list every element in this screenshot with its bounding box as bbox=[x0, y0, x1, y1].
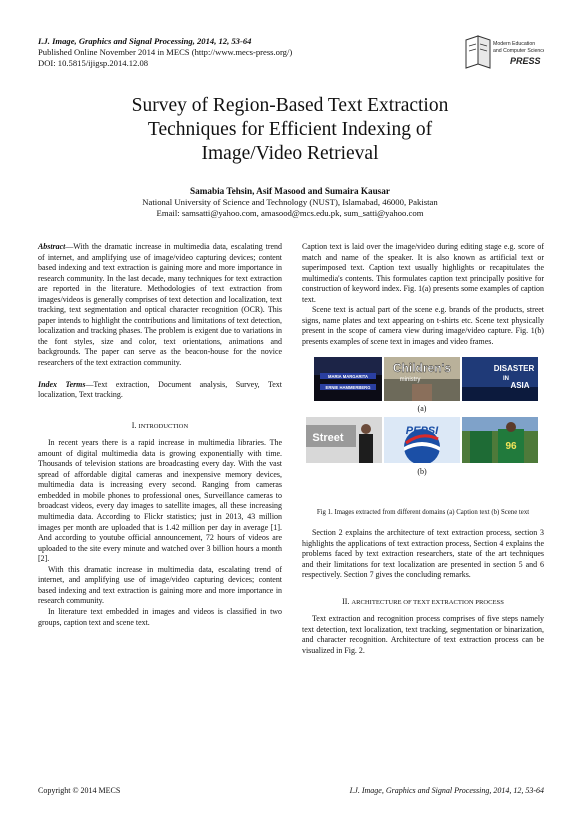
mecs-press-logo bbox=[462, 34, 544, 70]
architecture-paragraph: Text extraction and recognition process comprises of five steps namely text detection, text localization, text tracking, segmentation or binarization, and character recognition. Architecture of text extraction process can be visualized in Fig. 2. bbox=[302, 614, 544, 655]
figure-1b-image-3 bbox=[462, 417, 538, 463]
childrens-text: Children's bbox=[392, 361, 452, 376]
footer-copyright: Copyright © 2014 MECS bbox=[38, 786, 121, 795]
index-terms-text: —Text extraction, Document analysis, Survey, Text localization, Text tracking. bbox=[38, 379, 282, 400]
caption-text-line-1: MARIA MARGARITA bbox=[327, 374, 369, 380]
intro-paragraph-2: With this dramatic increase in multimedia data, escalating trend of internet, and amplifying use of image/video capturing devices; content based indexing and text extraction is gaining more and more importance in research community. bbox=[38, 564, 282, 606]
book-icon bbox=[466, 36, 490, 68]
section-2-title: ARCHITECTURE OF TEXT EXTRACTION PROCESS bbox=[351, 598, 504, 606]
intro-paragraph-3: In literature text embedded in images and videos is classified in two groups, caption text and scene text. bbox=[38, 606, 282, 627]
figure-1-caption: Fig 1. Images extracted from different domains (a) Caption text (b) Scene text bbox=[316, 509, 530, 517]
affiliation: National University of Science and Technology (NUST), Islamabad, 46000, Pakistan bbox=[142, 197, 438, 207]
title-line-3: Image/Video Retrieval bbox=[201, 143, 379, 164]
title-line-1: Survey of Region-Based Text Extraction bbox=[131, 95, 449, 116]
journal-header bbox=[38, 36, 292, 69]
figure-1 bbox=[302, 357, 544, 503]
asia-text: ASIA bbox=[510, 381, 530, 391]
logo-line2: and Computer Science bbox=[493, 48, 544, 54]
section-2-number: II. bbox=[342, 596, 352, 606]
in-text: IN bbox=[503, 376, 509, 383]
figure-1b-image-1 bbox=[306, 417, 382, 463]
doi-line: DOI: 10.5815/ijigsp.2014.12.08 bbox=[38, 58, 149, 68]
abstract-text: —With the dramatic increase in multimedia data, escalating trend of internet, and amplifying use of image/video capturing devices; content based indexing and text extraction is gaining more and more importance in research community. In the last decade, many techniques for text extraction are reported in the literature. Methodologies of text extraction from images/videos is generally comprises of text detection and localization, text tracking, text segmentation and optical character recognition (OCR). This paper intends to highlight the contributions and limitations of text detection, localization and tracking phases. The problem is exigent due to variations in the font styles, size and color, text orientations, animations and backgrounds. The paper can serve as the beacon-house for the novice researchers of the text extraction community. bbox=[38, 242, 282, 368]
index-terms-label: Index Terms bbox=[38, 379, 86, 389]
author-emails: Email: samsatti@yahoo.com, amasood@mcs.edu.pk, sum_satti@yahoo.com bbox=[156, 208, 424, 218]
section-outline-paragraph: Section 2 explains the architecture of text extraction process, section 3 highlights the applications of text extraction process, Section 4 explains the problems faced by text extraction researchers, state of the art techniques and their limitations for text localization are presented in section 5 and 6 respectively. Section 7 gives the concluding remarks. bbox=[302, 528, 544, 580]
index-terms bbox=[38, 380, 282, 401]
left-column bbox=[38, 242, 282, 628]
abstract bbox=[38, 242, 282, 369]
intro-paragraph-1: In recent years there is a rapid increase in multimedia libraries. The amount of digital multimedia data is growing exponentially with time. Thousands of television stations are broadcasting every day. With the vast spread of affordable digital cameras and inexpensive memory devices, multimedia data is increasing every second. Ranging from cameras embedded in mobile phones to professional ones, Surveillance cameras to broadcast videos, every day images to satellite images, all these increasing multimedia data. According to Flickr statistics; just in 2013, 43 million images per month are uploaded that is 1.42 million per day in average [1]. And according to youtube official announcement, 72 hours of videos are uploaded to the site every minute and watched over 3 billion hours a month [2]. bbox=[38, 438, 282, 564]
figure-label-b: (b) bbox=[417, 467, 427, 477]
section-1-title: INTRODUCTION bbox=[138, 422, 189, 430]
caption-text-line-2: ERNIE HAMMERBERG bbox=[325, 385, 371, 391]
logo-brand: PRESS bbox=[510, 56, 541, 66]
journal-line: I.J. Image, Graphics and Signal Processing, 2014, 12, 53-64 bbox=[38, 36, 252, 46]
published-line: Published Online November 2014 in MECS (http://www.mecs-press.org/) bbox=[38, 47, 293, 57]
section-1-heading bbox=[38, 421, 282, 433]
author-block bbox=[40, 186, 540, 219]
scene-text-paragraph: Scene text is actual part of the scene e.g. brands of the products, street signs, name plates and text appearing on t-shirts etc. Scene text physically present in the scope of camera view during image/video capture. Fig. 1(b) presents examples of scene text in images and video frames. bbox=[302, 305, 544, 346]
jersey-number-text: 96 bbox=[505, 441, 517, 453]
figure-1a-image-1 bbox=[314, 357, 382, 401]
figure-1a-image-2 bbox=[384, 357, 460, 401]
paper-title bbox=[60, 94, 520, 166]
footer-journal: I.J. Image, Graphics and Signal Processing, 2014, 12, 53-64 bbox=[349, 786, 544, 795]
logo-line1: Modern Education bbox=[493, 41, 536, 47]
figure-label-a: (a) bbox=[417, 404, 427, 414]
section-1-number: I. bbox=[131, 420, 139, 430]
title-line-2: Techniques for Efficient Indexing of bbox=[147, 119, 433, 140]
caption-text-paragraph: Caption text is laid over the image/video during editing stage e.g. score of match and name of the speaker. It is also known as artificial text or superimposed text. Caption text usually highlights or recapitulates the multimedia's contents. This formulates caption text principally positive for construction of keyword index. Fig. 1(a) presents some examples of caption text. bbox=[302, 242, 544, 304]
street-text: Street bbox=[312, 432, 344, 445]
figure-1a-image-3 bbox=[462, 357, 538, 401]
section-2-heading bbox=[302, 597, 544, 609]
abstract-label: Abstract bbox=[38, 242, 66, 251]
disaster-text: DISASTER bbox=[493, 364, 535, 374]
figure-1b-image-2 bbox=[384, 417, 460, 463]
pepsi-text: PEPSI bbox=[405, 425, 439, 438]
author-names: Samabia Tehsin, Asif Masood and Sumaira Kausar bbox=[190, 186, 390, 196]
ministry-text: ministry bbox=[399, 377, 421, 384]
right-column bbox=[302, 242, 544, 657]
